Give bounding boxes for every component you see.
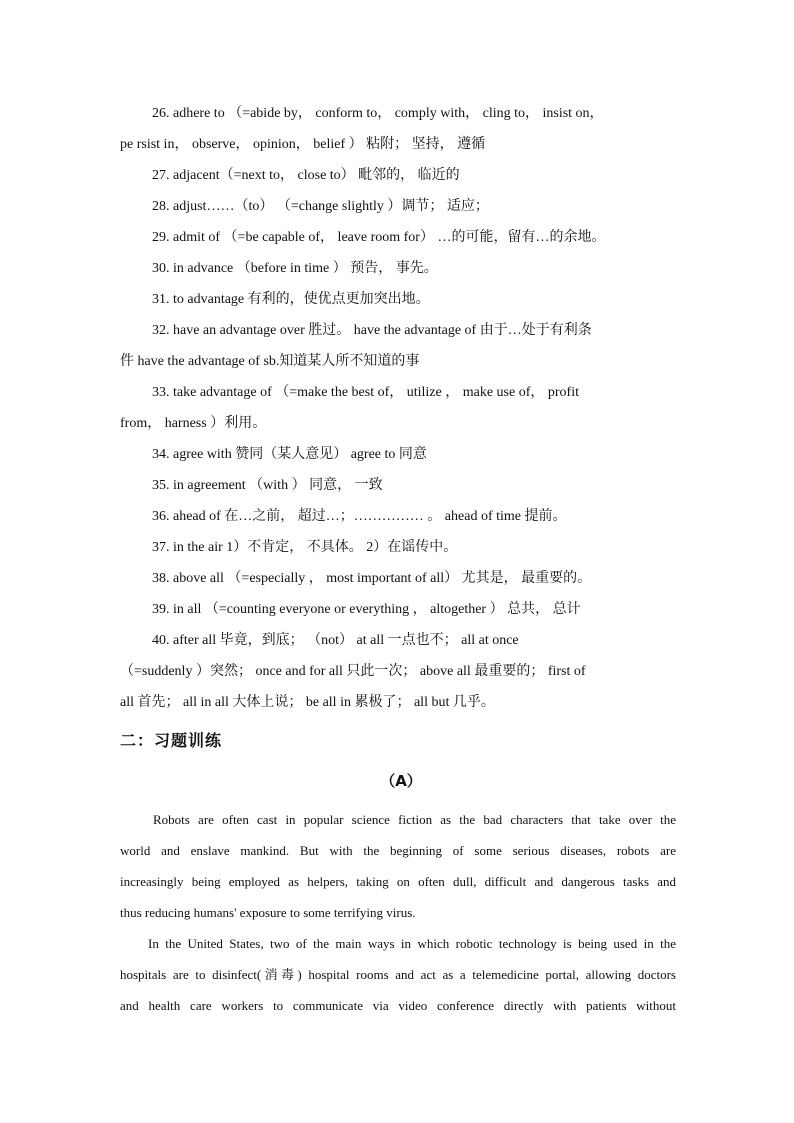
section-heading: 二：习题训练 (120, 731, 223, 750)
passage-line: thus reducing humans' exposure to some terrifying virus. (120, 905, 416, 920)
vocab-line: 件 have the advantage of sb.知道某人所不知道的事 (120, 354, 420, 369)
vocab-line: 39. in all （=counting everyone or everything ， altogether ） 总共， 总计 (152, 602, 581, 617)
vocab-line: 31. to advantage 有利的，使优点更加突出地。 (152, 292, 430, 307)
vocabulary-list (120, 98, 682, 718)
passage-line: Robots are often cast in popular science fiction as the bad characters that take over the (153, 812, 676, 827)
vocab-line: 28. adjust……（to） （=change slightly ）调节； 适应； (152, 199, 489, 214)
passage-line: In the United States, two of the main ways in which robotic technology is being used in the (148, 936, 676, 951)
vocab-line: 36. ahead of 在…之前， 超过…；…………… 。 ahead of time 提前。 (152, 509, 567, 524)
vocab-line: 26. adhere to （=abide by， conform to， comply with， cling to， insist on， (152, 106, 604, 121)
vocab-line: pe rsist in， observe， opinion， belief ） 粘附； 坚持， 遵循 (120, 137, 486, 152)
vocab-line: 34. agree with 赞同（某人意见） agree to 同意 (152, 447, 427, 462)
vocab-line: all 首先； all in all 大体上说； be all in 累极了； all but 几乎。 (120, 695, 495, 710)
vocab-line: 40. after all 毕竟，到底； （not） at all 一点也不； all at once (152, 633, 519, 648)
vocab-line: 29. admit of （=be capable of， leave room for） …的可能，留有…的余地。 (152, 230, 606, 245)
vocab-line: 37. in the air 1）不肯定， 不具体。 2）在谣传中。 (152, 540, 458, 555)
vocab-line: 32. have an advantage over 胜过。 have the advantage of 由于…处于有利条 (152, 323, 592, 338)
vocab-line: 33. take advantage of （=make the best of， utilize ， make use of， profit (152, 385, 579, 400)
vocab-line: 30. in advance （before in time ） 预告， 事先。 (152, 261, 438, 276)
passage-line: increasingly being employed as helpers, taking on often dull, difficult and dangerous tasks and (120, 874, 676, 889)
reading-passage (120, 804, 676, 1021)
passage-line: hospitals are to disinfect(消毒) hospital rooms and act as a telemedicine portal, allowing doctors (120, 967, 676, 982)
vocab-line: （=suddenly ）突然； once and for all 只此一次； above all 最重要的； first of (120, 664, 586, 679)
vocab-line: 35. in agreement （with ） 同意， 一致 (152, 478, 383, 493)
passage-line: world and enslave mankind. But with the beginning of some serious diseases, robots are (120, 843, 676, 858)
vocab-line: 38. above all （=especially ， most important of all） 尤其是， 最重要的。 (152, 571, 592, 586)
passage-line: and health care workers to communicate via video conference directly with patients without (120, 998, 676, 1013)
passage-label: （A） (380, 772, 422, 790)
vocab-line: 27. adjacent（=next to， close to） 毗邻的， 临近的 (152, 168, 460, 183)
vocab-line: from， harness ）利用。 (120, 416, 267, 431)
